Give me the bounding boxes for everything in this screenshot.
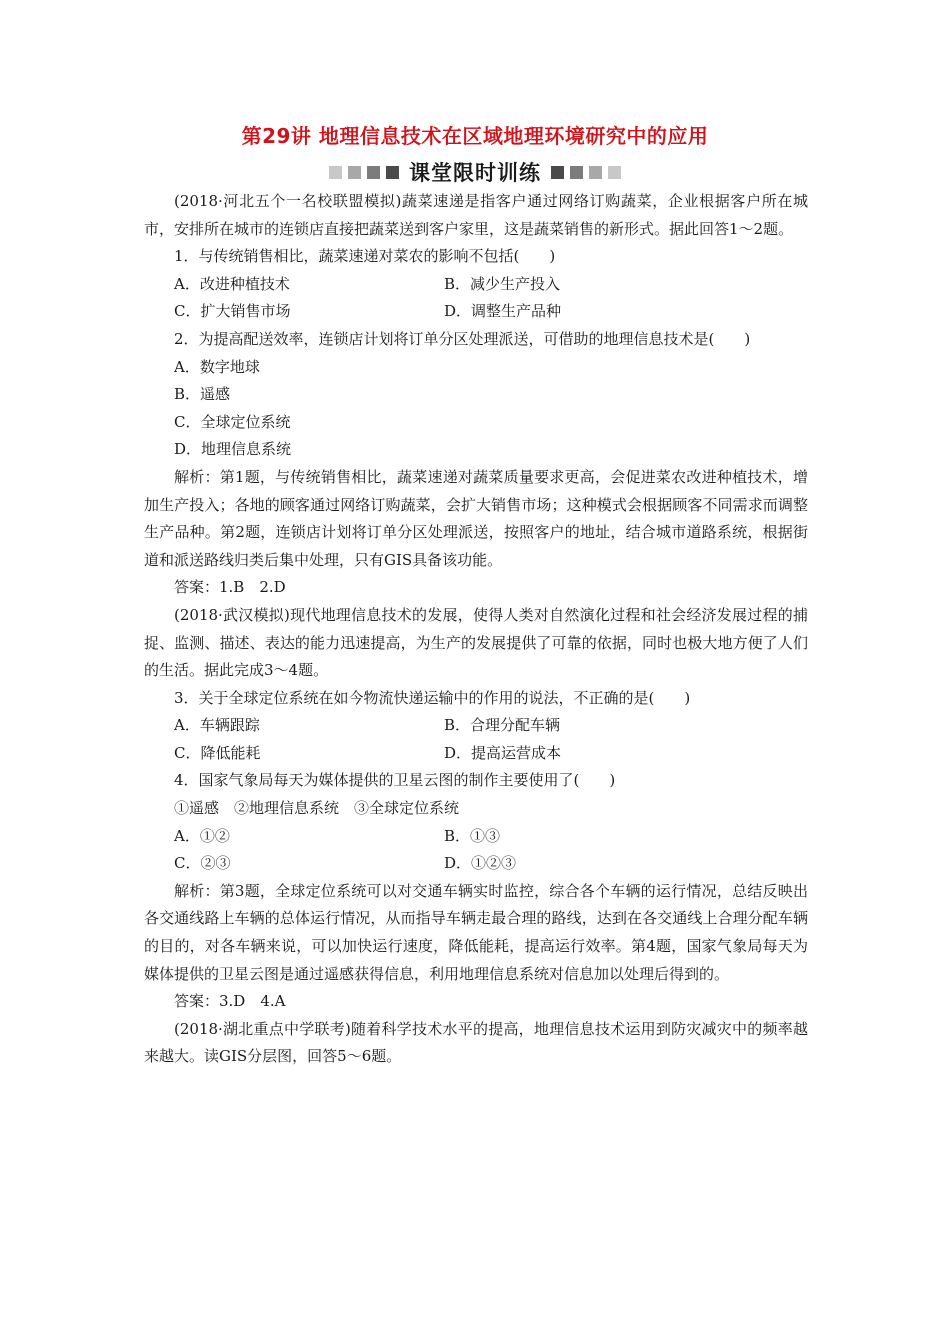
option-b: B．①③ (444, 826, 501, 845)
decor-square-icon (589, 166, 602, 179)
question-3-stem: 3．关于全球定位系统在如今物流快递运输中的作用的说法，不正确的是( ) (174, 688, 691, 707)
section-banner (0, 156, 950, 188)
decor-square-icon (329, 166, 342, 179)
question-4-options-row-2 (144, 850, 808, 878)
option-c: C．扩大销售市场 (174, 302, 291, 321)
option-a: A．①② (174, 826, 230, 845)
decor-square-icon (367, 166, 380, 179)
decor-square-icon (551, 166, 564, 179)
material-intro-2: (2018·武汉模拟)现代地理信息技术的发展，使得人类对自然演化过程和社会经济发展过程的捕捉、监测、描述、表达的能力迅速提高，为生产的发展提供了可靠的依据，同时也极大地方便了人们的生活。据此完成3～4题。 (144, 605, 808, 680)
answer-1: 答案：1.B 2.D (174, 578, 286, 597)
question-3-options-row-1 (144, 712, 808, 740)
question-1-stem: 1．与传统销售相比，蔬菜速递对菜农的影响不包括( ) (174, 247, 556, 266)
option-d: D．调整生产品种 (444, 302, 562, 321)
option-b: B．合理分配车辆 (444, 716, 561, 735)
decor-square-icon (608, 166, 621, 179)
question-4-options-row-1 (144, 823, 808, 851)
page-title: 第29讲 地理信息技术在区域地理环境研究中的应用 (241, 124, 709, 148)
option-a: A．数字地球 (174, 357, 260, 376)
option-b: B．遥感 (174, 385, 231, 404)
banner-squares-left (329, 166, 399, 179)
question-2-stem: 2．为提高配送效率，连锁店计划将订单分区处理派送，可借助的地理信息技术是( ) (174, 329, 751, 348)
question-1-options-row-2 (144, 298, 808, 326)
material-intro-3: (2018·湖北重点中学联考)随着科学技术水平的提高，地理信息技术运用到防灾减灾中的频率越来越大。读GIS分层图，回答5～6题。 (144, 1019, 808, 1066)
option-d: D．提高运营成本 (444, 743, 562, 762)
option-d: D．①②③ (444, 854, 517, 873)
decor-square-icon (386, 166, 399, 179)
option-d: D．地理信息系统 (174, 440, 292, 459)
banner-squares-right (551, 166, 621, 179)
analysis-2: 解析：第3题，全球定位系统可以对交通车辆实时监控，综合各个车辆的运行情况，总结反映出各交通线路上车辆的总体运行情况，从而指导车辆走最合理的路线，达到在各交通线上合理分配车辆的目的，对各车辆来说，可以加快运行速度，降低能耗，提高运行效率。第4题，国家气象局每天为媒体提供的卫星云图是通过遥感获得信息，利用地理信息系统对信息加以处理后得到的。 (144, 881, 808, 983)
option-a: A．改进种植技术 (174, 274, 290, 293)
decor-square-icon (570, 166, 583, 179)
option-c: C．全球定位系统 (174, 412, 291, 431)
question-4-items: ①遥感 ②地理信息系统 ③全球定位系统 (174, 799, 460, 818)
analysis-1: 解析：第1题，与传统销售相比，蔬菜速递对蔬菜质量要求更高，会促进菜农改进种植技术，增加生产投入；各地的顾客通过网络订购蔬菜，会扩大销售市场；这种模式会根据顾客不同需求而调整生产品种。第2题，连锁店计划将订单分区处理派送，按照客户的地址，结合城市道路系统，根据街道和派送路线归类后集中处理，只有GIS具备该功能。 (144, 467, 808, 569)
material-intro-1: (2018·河北五个一名校联盟模拟)蔬菜速递是指客户通过网络订购蔬菜，企业根据客户所在城市，安排所在城市的连锁店直接把蔬菜送到客户家里，这是蔬菜销售的新形式。据此回答1～2题。 (144, 192, 808, 238)
section-subtitle: 课堂限时训练 (409, 161, 541, 185)
question-4-stem: 4．国家气象局每天为媒体提供的卫星云图的制作主要使用了( ) (174, 771, 616, 790)
document-body (144, 188, 808, 1071)
question-3-options-row-2 (144, 740, 808, 768)
option-c: C．降低能耗 (174, 743, 261, 762)
option-b: B．减少生产投入 (444, 274, 561, 293)
option-a: A．车辆跟踪 (174, 716, 260, 735)
decor-square-icon (348, 166, 361, 179)
answer-2: 答案：3.D 4.A (174, 992, 286, 1011)
option-c: C．②③ (174, 854, 231, 873)
question-1-options-row-1 (144, 271, 808, 299)
